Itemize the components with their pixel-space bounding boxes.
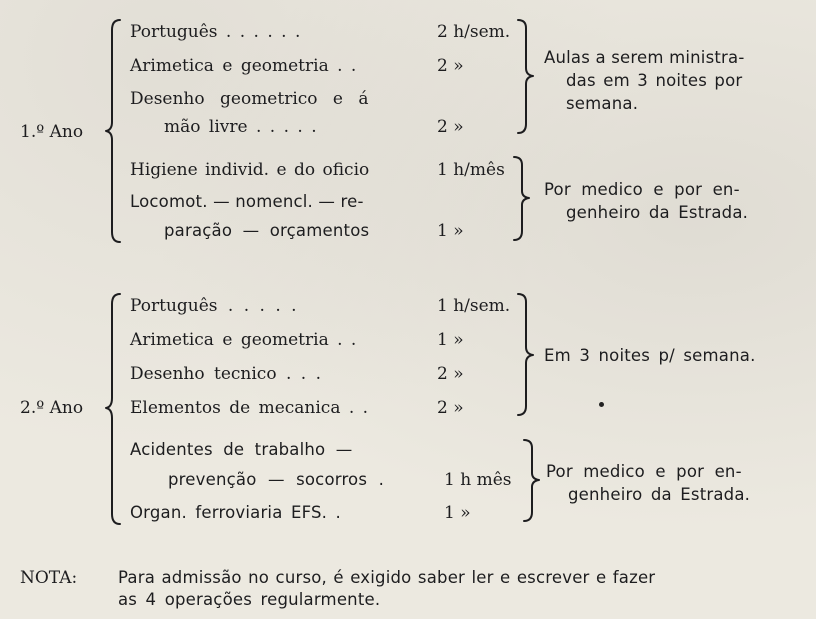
y2-hours-6: 1 h mês <box>444 470 512 490</box>
nota-line-1: Para admissão no curso, é exigido saber ler e escrever e fazer <box>118 568 656 587</box>
y2-subject-3: Desenho tecnico . . . <box>130 364 321 384</box>
y1-group1-note-2: das em 3 noites por <box>566 71 743 90</box>
y2-group2-note-2: genheiro da Estrada. <box>568 485 751 504</box>
y2-group1-right-brace <box>516 292 536 418</box>
y2-subject-4: Elementos de mecanica . . <box>130 398 369 418</box>
y1-group1-right-brace <box>516 18 536 136</box>
y1-subject-1: Português . . . . . . <box>130 22 301 42</box>
y1-group1-note-1: Aulas a serem ministra- <box>544 48 745 67</box>
y2-hours-1: 1 h/sem. <box>437 296 511 316</box>
y2-subject-6: prevenção — socorros . <box>168 470 385 489</box>
y1-hours-2: 2 » <box>437 56 464 76</box>
y1-subject-2: Arimetica e geometria . . <box>130 56 357 76</box>
nota-line-2: as 4 operações regularmente. <box>118 590 381 609</box>
y1-group2-right-brace <box>512 155 532 243</box>
y1-subject-5: Higiene individ. e do oficio <box>130 160 370 180</box>
y2-hours-7: 1 » <box>444 503 471 523</box>
year1-label: 1.º Ano <box>20 122 84 142</box>
y2-subject-1: Português . . . . . <box>130 296 297 316</box>
y1-hours-5: 1 h/mês <box>437 160 505 180</box>
y1-subject-3: Desenho geometrico e á <box>130 89 369 109</box>
nota-label: NOTA: <box>20 568 78 588</box>
y2-subject-7: Organ. ferroviaria EFS. . <box>130 503 342 522</box>
y1-group1-note-3: semana. <box>566 94 639 113</box>
year2-label: 2.º Ano <box>20 398 84 418</box>
y2-group1-note: Em 3 noites p/ semana. <box>544 346 756 365</box>
year2-left-brace <box>104 292 124 528</box>
y1-group2-note-1: Por medico e por en- <box>544 180 740 199</box>
y2-subject-2: Arimetica e geometria . . <box>130 330 357 350</box>
y2-group2-right-brace <box>522 438 542 524</box>
y1-hours-1: 2 h/sem. <box>437 22 511 42</box>
y2-subject-5: Acidentes de trabalho — <box>130 440 353 459</box>
y2-group2-note-1: Por medico e por en- <box>546 462 742 481</box>
y2-hours-3: 2 » <box>437 364 464 384</box>
y1-subject-7: paração — orçamentos <box>164 221 370 240</box>
y1-group2-note-2: genheiro da Estrada. <box>566 203 749 222</box>
ink-speck <box>599 402 604 407</box>
y2-hours-4: 2 » <box>437 398 464 418</box>
y1-hours-4: 2 » <box>437 117 464 137</box>
year1-left-brace <box>104 18 124 244</box>
y1-hours-7: 1 » <box>437 221 464 241</box>
y2-hours-2: 1 » <box>437 330 464 350</box>
y1-subject-6: Locomot. — nomencl. — re- <box>130 192 364 211</box>
y1-subject-4: mão livre . . . . . <box>164 117 317 137</box>
